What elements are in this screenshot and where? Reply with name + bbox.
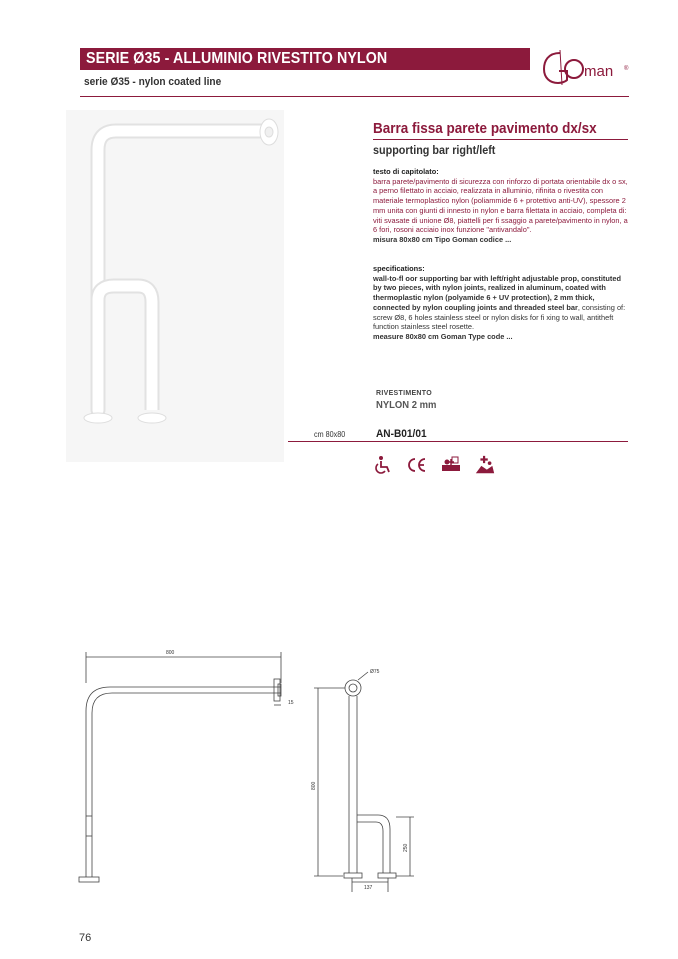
- logo-registered: ®: [624, 66, 629, 72]
- section-title: SERIE Ø35 - ALLUMINIO RIVESTITO NYLON: [86, 50, 388, 67]
- logo-man-text: man: [584, 63, 614, 80]
- size-label: cm 80x80: [314, 430, 346, 439]
- product-code: AN-B01/01: [376, 428, 427, 440]
- english-body-bold: wall-to-fl oor supporting bar with left/right adjustable prop, constituted by two pieces, with nylon joints, realized in aluminum, coated with thermoplastic nylon (polyamide 6 + UV protection), 2 mm thick, connected by nylon coupling joints and threaded steel bar: [373, 273, 621, 312]
- product-title: Barra fissa parete pavimento dx/sx: [373, 120, 597, 137]
- italian-measure: misura 80x80 cm Tipo Goman codice ...: [373, 234, 512, 244]
- dim-prop-height: 250: [403, 843, 409, 852]
- product-subtitle: supporting bar right/left: [373, 143, 496, 157]
- dim-prop-offset: 137: [364, 885, 373, 891]
- dim-width: 800: [166, 650, 175, 656]
- english-body-regular: , consisting of: screw Ø8, 6 holes stainless steel or nylon disks for fi xing to wall, antitheft function stainless steel rosette.: [373, 302, 626, 332]
- italian-label: testo di capitolato:: [373, 167, 439, 176]
- english-label: specifications:: [373, 264, 425, 273]
- section-subtitle: serie Ø35 - nylon coated line: [84, 76, 222, 88]
- coating-label: RIVESTIMENTO: [376, 390, 432, 397]
- page-number: 76: [79, 932, 92, 944]
- coating-value: NYLON 2 mm: [376, 399, 437, 411]
- dim-wall-offset: 15: [288, 700, 294, 706]
- dim-height: 800: [311, 781, 317, 790]
- italian-body: barra parete/pavimento di sicurezza con rinforzo di portata orientabile dx o sx, a perno filettato in acciaio, realizzata in alluminio, rifinita o rivestita con materiale termoplastico nylon (poliammide 6 + protettivo anti-UV), spessore 2 mm unita con giunti di innesto in nylon e barra filettata in acciaio, completa di: viti svasate di unione Ø8, piattelli per fi ssaggio a parete/pavimento in nylon, a 6 fori, rosoni acciaio inox funzione "antivandalo".: [373, 176, 628, 235]
- english-measure: measure 80x80 cm Goman Type code ...: [373, 331, 513, 341]
- dim-diameter: Ø75: [370, 669, 380, 675]
